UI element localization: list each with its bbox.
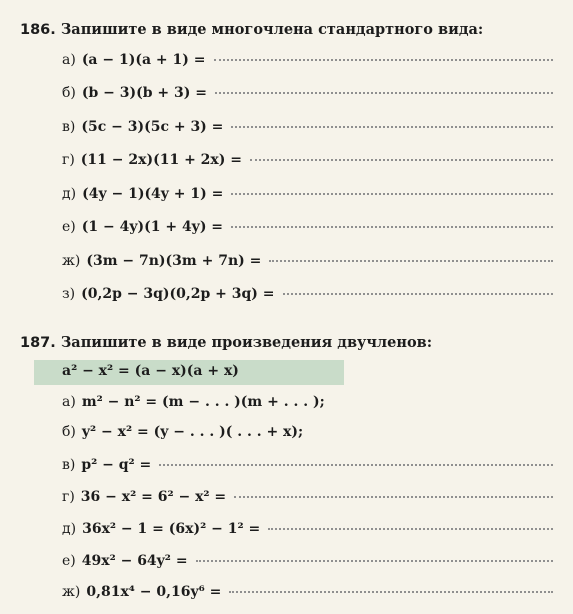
item-expression: (11 − 2x)(11 + 2x) = xyxy=(80,152,242,168)
task-187-item-c xyxy=(62,457,553,479)
answer-line[interactable] xyxy=(231,126,553,128)
item-expression: (3m − 7n)(3m + 7n) = xyxy=(86,253,262,269)
task-187-item-g xyxy=(62,584,553,606)
answer-line[interactable] xyxy=(283,293,553,295)
task-186-title xyxy=(20,21,483,38)
item-expression[interactable]: m² − n² = (m − . . . )(m + . . . ); xyxy=(81,394,325,410)
task-186-item-e xyxy=(62,186,553,208)
answer-line[interactable] xyxy=(214,59,554,61)
item-label: в) xyxy=(62,457,76,473)
task-187-heading: Запишите в виде произведения двучленов: xyxy=(60,334,433,351)
item-label: д) xyxy=(62,521,77,537)
item-label: ж) xyxy=(62,253,81,269)
answer-line[interactable] xyxy=(268,528,553,530)
item-label: а) xyxy=(62,52,76,68)
task-187-item-a xyxy=(62,394,553,416)
answer-line[interactable] xyxy=(159,464,553,466)
item-expression: p² − q² = xyxy=(81,457,152,473)
item-label: з) xyxy=(62,286,76,302)
item-expression: (1 − 4y)(1 + 4y) = xyxy=(81,219,224,235)
task-186-item-a xyxy=(62,52,553,74)
task-187-number: 187. xyxy=(20,335,56,351)
answer-line[interactable] xyxy=(269,260,553,262)
task-186-item-d xyxy=(62,152,553,174)
task-187-item-b xyxy=(62,424,553,446)
item-expression: (a − 1)(a + 1) = xyxy=(81,52,206,68)
task-186-item-g xyxy=(62,253,553,275)
item-expression: 0,81x⁴ − 0,16y⁶ = xyxy=(86,584,222,600)
item-expression: (0,2p − 3q)(0,2p + 3q) = xyxy=(81,286,275,302)
answer-line[interactable] xyxy=(229,591,553,593)
item-label: б) xyxy=(62,424,76,440)
answer-line[interactable] xyxy=(234,496,553,498)
item-label: е) xyxy=(62,553,76,569)
item-label: е) xyxy=(62,219,76,235)
item-label: г) xyxy=(62,489,75,505)
answer-line[interactable] xyxy=(231,226,553,228)
answer-line[interactable] xyxy=(196,560,553,562)
task-186-item-h xyxy=(62,286,553,308)
answer-line[interactable] xyxy=(231,193,553,195)
answer-line[interactable] xyxy=(250,159,553,161)
item-expression: (5c − 3)(5c + 3) = xyxy=(81,119,224,135)
task-187-item-f xyxy=(62,553,553,575)
item-label: г) xyxy=(62,152,75,168)
example-formula: a² − x² = (a − x)(a + x) xyxy=(62,363,239,379)
task-186-number: 186. xyxy=(20,22,56,38)
item-expression: (b − 3)(b + 3) = xyxy=(81,85,208,101)
task-186-heading: Запишите в виде многочлена стандартного вида: xyxy=(60,21,484,38)
item-expression: 36x² − 1 = (6x)² − 1² = xyxy=(82,521,261,537)
task-186-item-f xyxy=(62,219,553,241)
item-expression: 49x² − 64y² = xyxy=(81,553,188,569)
item-expression: (4y − 1)(4y + 1) = xyxy=(82,186,224,202)
item-expression: 36 − x² = 6² − x² = xyxy=(80,489,227,505)
answer-line[interactable] xyxy=(215,92,553,94)
task-187-item-d xyxy=(62,489,553,511)
task-186-item-b xyxy=(62,85,553,107)
item-label: а) xyxy=(62,394,76,410)
item-expression[interactable]: y² − x² = (y − . . . )( . . . + x); xyxy=(81,424,304,440)
item-label: д) xyxy=(62,186,77,202)
task-186-item-c xyxy=(62,119,553,141)
item-label: б) xyxy=(62,85,76,101)
item-label: ж) xyxy=(62,584,81,600)
task-187-title xyxy=(20,334,432,351)
task-187-item-e xyxy=(62,521,553,543)
item-label: в) xyxy=(62,119,76,135)
